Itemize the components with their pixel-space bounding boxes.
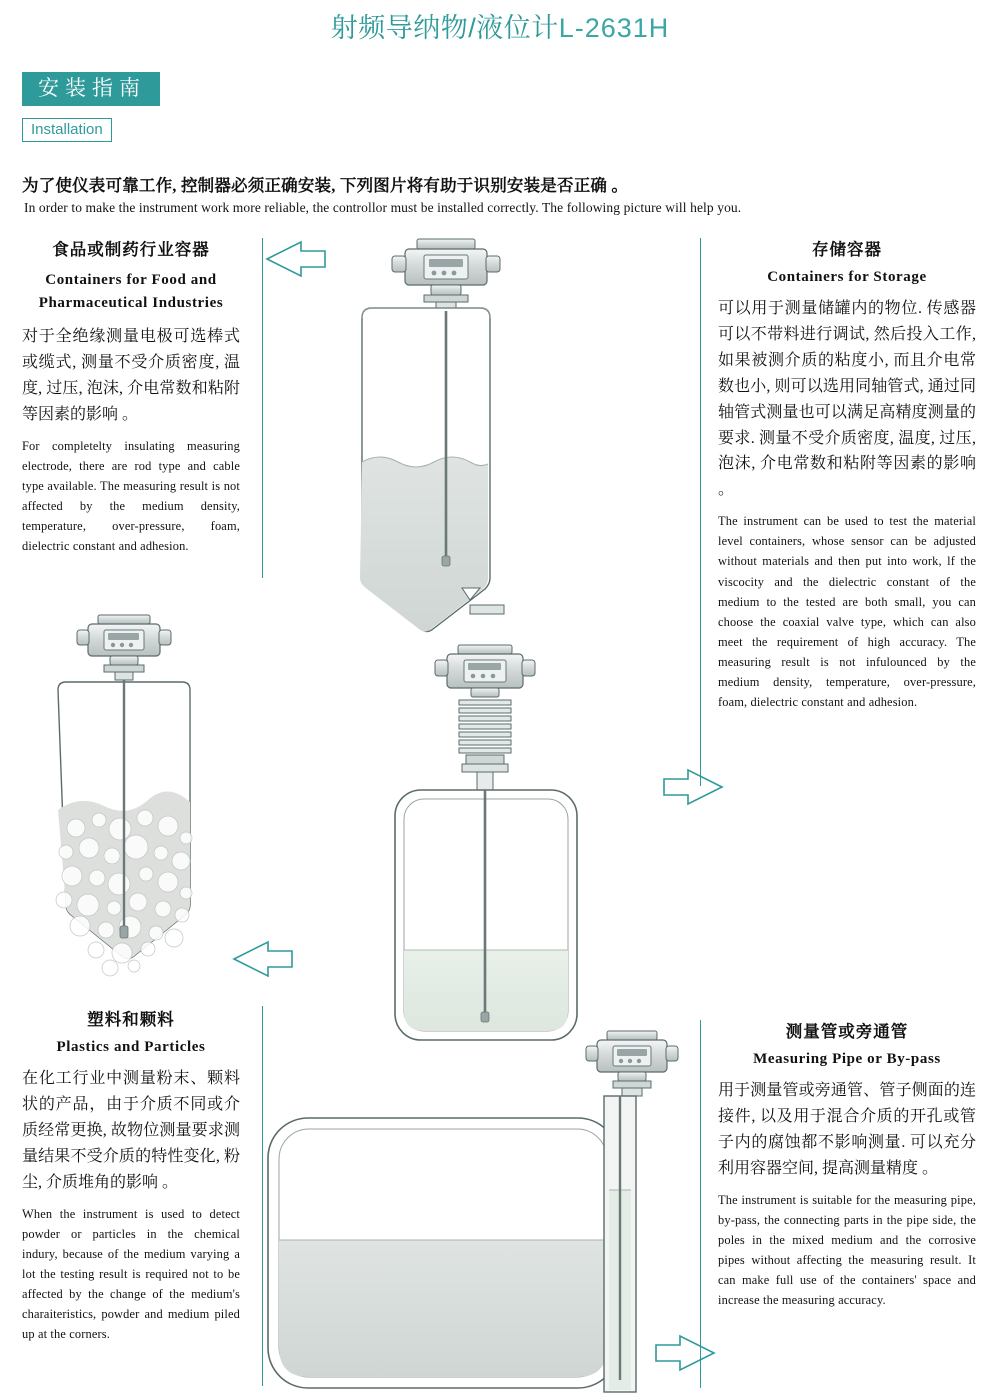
panel-pipe-body-cn: 用于测量管或旁通管、管子侧面的连接件, 以及用于混合介质的开孔或管子内的腐蚀都不影响测量. 可以充分利用容器空间, 提高测量精度 。 [718, 1082, 976, 1177]
panel-food-title-en-line2: Pharmaceutical Industries [38, 294, 224, 311]
tank-outline [362, 308, 490, 632]
bypass-vessel-outline [268, 1118, 618, 1388]
intro-text-en: In order to make the instrument work more reliable, the controllor must be installed correctly. The following picture will help you. [24, 200, 742, 215]
transmitter-head-icon-3 [435, 645, 535, 697]
panel-pipe-title-cn: 测量管或旁通管 [785, 1022, 909, 1041]
panel-storage [718, 236, 976, 712]
panel-plastics-body-cn: 在化工行业中测量粉末、颗料状的产品，由于介质不同或介质经常更换, 故物位测量要求测量结果不受介质的特性变化, 粉尘, 介质堆角的影响 。 [22, 1070, 240, 1191]
arrow-left-to-plastics-panel [234, 942, 292, 976]
storage-liquid [404, 950, 568, 1031]
panel-plastics-body-en: When the instrument is used to detect powder or particles in the chemical indury, because of the medium varying a lot the testing result is required not to be affected by the change of the medium's charaiteristics, powder and medium piled up at the corners. [22, 1206, 240, 1342]
panel-plastics-title-cn: 塑料和颗料 [87, 1010, 175, 1029]
divider-right-bottom [700, 1020, 701, 1388]
tank-liquid [360, 457, 488, 632]
panel-food-industry [22, 236, 240, 556]
bypass-pipe [604, 1096, 636, 1392]
powder-hopper-diagram [56, 615, 192, 976]
arrow-right-to-storage-panel [664, 770, 722, 804]
powder-granules [56, 810, 192, 976]
liquid-surface [362, 457, 488, 467]
hopper-outline [58, 682, 190, 959]
cooling-fins [459, 700, 511, 753]
panel-food-title-en [22, 269, 240, 314]
intro-text-cn: 为了使仪表可靠工作, 控制器必须正确安装, 下列图片将有助于识别安装是否正确 。 [22, 176, 629, 195]
page-title-model: L-2631H [558, 13, 670, 43]
transmitter-head-icon-4 [586, 1031, 678, 1081]
panel-pipe-title-en: Measuring Pipe or By-pass [753, 1051, 941, 1067]
panel-food-title-en-line1: Containers for Food and [45, 272, 217, 288]
divider-right-top [700, 238, 701, 786]
divider-left-bottom [262, 1006, 263, 1386]
panel-pipe-body-en: The instrument is suitable for the measuring pipe, by-pass, the connecting parts in the pipe side, the poles in the mixed medium and the corrosive pipes without affecting the measuring result. It can make full use of the containers' space and increase the measuring accuracy. [718, 1192, 976, 1308]
transmitter-head-icon-2 [77, 615, 171, 665]
page-title [0, 6, 1000, 45]
panel-storage-title-en: Containers for Storage [767, 269, 927, 285]
panel-food-title-cn: 食品或制药行业容器 [52, 240, 210, 259]
transmitter-head-icon [392, 239, 500, 295]
page-title-cn: 射频导纳物/液位计 [330, 13, 559, 43]
bypass-liquid [279, 1240, 607, 1377]
food-industry-vessel-diagram [360, 239, 504, 632]
bypass-pipe-vessel-diagram [268, 1031, 678, 1392]
panel-plastics-title-en: Plastics and Particles [56, 1039, 206, 1055]
panel-storage-title-cn: 存储容器 [812, 240, 882, 259]
storage-tank-diagram [395, 645, 577, 1040]
storage-tank-outline [395, 790, 577, 1040]
powder-fill [58, 791, 190, 958]
section-tag-en: Installation [22, 118, 112, 142]
panel-measuring-pipe [718, 1018, 976, 1310]
panel-storage-body-cn: 可以用于测量储罐内的物位. 传感器可以不带料进行调试, 然后投入工作, 如果被测介质的粘度小, 而且介电常数也小, 则可以选用同轴管式, 通过同轴管式测量也可以满足高精度测量的要求. 测量不受介质密度, 温度, 过压, 泡沫, 介电常数和粘附等因素的影响 。 [718, 300, 976, 499]
divider-left-top [262, 238, 263, 578]
panel-plastics [22, 1006, 240, 1344]
panel-food-body-en: For completelty insulating measuring electrode, there are rod type and cable type available. The measuring result is not affected by the medium density, temperature, over-pressure, foam, dielectric constant and adhesion. [22, 438, 240, 554]
section-tag-cn: 安装指南 [22, 72, 160, 106]
bypass-pipe-liquid [609, 1190, 631, 1390]
panel-storage-body-en: The instrument can be used to test the material level containers, whose sensor can be adjusted without materials and then put into work, lf the viscocity and the dielectric constant of the medium to the tested are both small, you can choose the coaxial valve type, which can also meet the requirement of high accuracy. The measuring result is not infulounced by the medium density, temperature, over-pressure, foam, dielectric constant and adhesion. [718, 514, 976, 710]
arrow-right-to-pipe-panel [656, 1336, 714, 1370]
panel-food-body-cn: 对于全绝缘测量电极可选棒式或缆式, 测量不受介质密度, 温度, 过压, 泡沫, 介电常数和粘附等因素的影响 。 [22, 328, 240, 423]
arrow-left-to-food-panel [267, 242, 325, 276]
